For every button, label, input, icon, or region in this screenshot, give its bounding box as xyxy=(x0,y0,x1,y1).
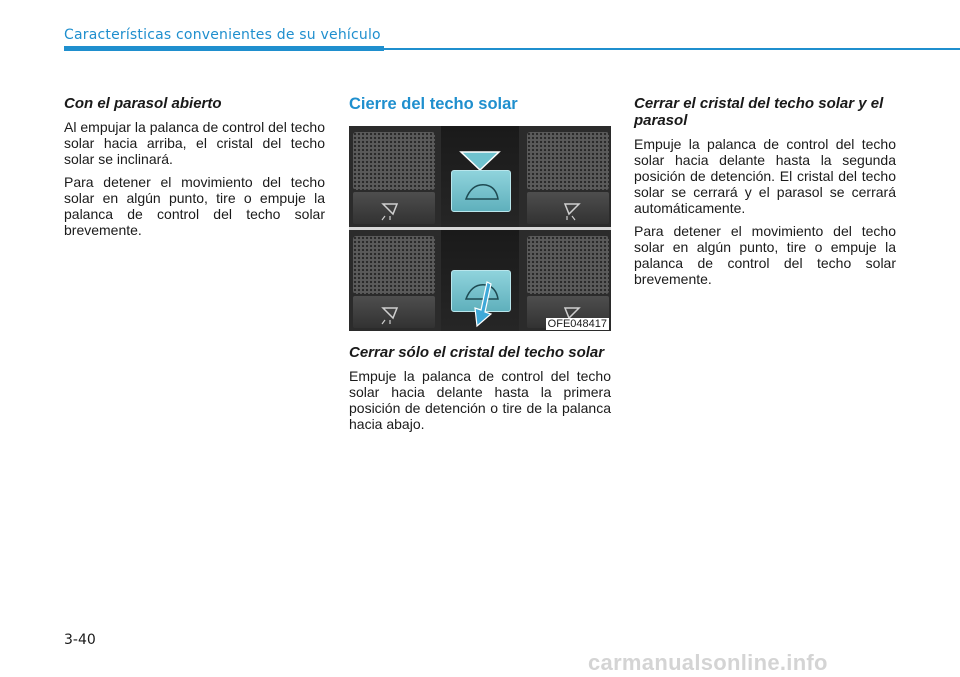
lamp-icon xyxy=(527,192,609,224)
figure-label: OFE048417 xyxy=(547,318,607,330)
sunroof-control-figure xyxy=(349,126,611,331)
paragraph: Al empujar la palanca de control del techo solar hacia arriba, el cristal del techo solar se inclinará. xyxy=(64,119,325,167)
header-rule-thick xyxy=(64,46,384,51)
column-1 xyxy=(64,95,325,245)
figure-panel-top xyxy=(349,126,611,227)
speaker-grille xyxy=(527,132,609,190)
paragraph: Para detener el movimiento del techo solar en algún punto, tire o empuje la palanca de control del techo solar brevemente. xyxy=(64,174,325,238)
lamp-button xyxy=(527,192,609,224)
watermark: carmanualsonline.info xyxy=(588,650,828,675)
speaker-grille xyxy=(527,236,609,294)
section-title-close-sunroof: Cierre del techo solar xyxy=(349,95,518,113)
sunroof-switch xyxy=(451,170,511,212)
page-number: 3-40 xyxy=(64,632,96,648)
lamp-button xyxy=(353,296,435,328)
speaker-grille xyxy=(353,236,435,294)
arrow-down-icon xyxy=(459,150,501,172)
arrow-down-icon xyxy=(467,280,497,328)
lamp-button xyxy=(353,192,435,224)
lamp-icon xyxy=(353,296,435,328)
subheading-close-glass-only: Cerrar sólo el cristal del techo solar xyxy=(349,344,605,361)
subheading-close-glass-and-parasol: Cerrar el cristal del techo solar y el parasol xyxy=(634,95,884,129)
subheading-parasol-open: Con el parasol abierto xyxy=(64,95,222,112)
paragraph: Para detener el movimiento del techo solar en algún punto, tire o empuje la palanca de control del techo solar brevemente. xyxy=(634,223,896,287)
lamp-icon xyxy=(353,192,435,224)
speaker-grille xyxy=(353,132,435,190)
column-3 xyxy=(634,95,896,294)
section-header-title: Características convenientes de su vehículo xyxy=(64,27,381,43)
paragraph: Empuje la palanca de control del techo solar hacia delante hasta la primera posición de detención o tire de la palanca hacia abajo. xyxy=(349,368,611,432)
figure-panel-bottom xyxy=(349,230,611,331)
column-2 xyxy=(349,95,611,439)
sunroof-switch-icon xyxy=(452,171,510,211)
header-rule-thin xyxy=(384,48,960,50)
paragraph: Empuje la palanca de control del techo solar hacia delante hasta la segunda posición de detención. El cristal del techo solar se cerrará y el parasol se cerrará automáticamente. xyxy=(634,136,896,216)
